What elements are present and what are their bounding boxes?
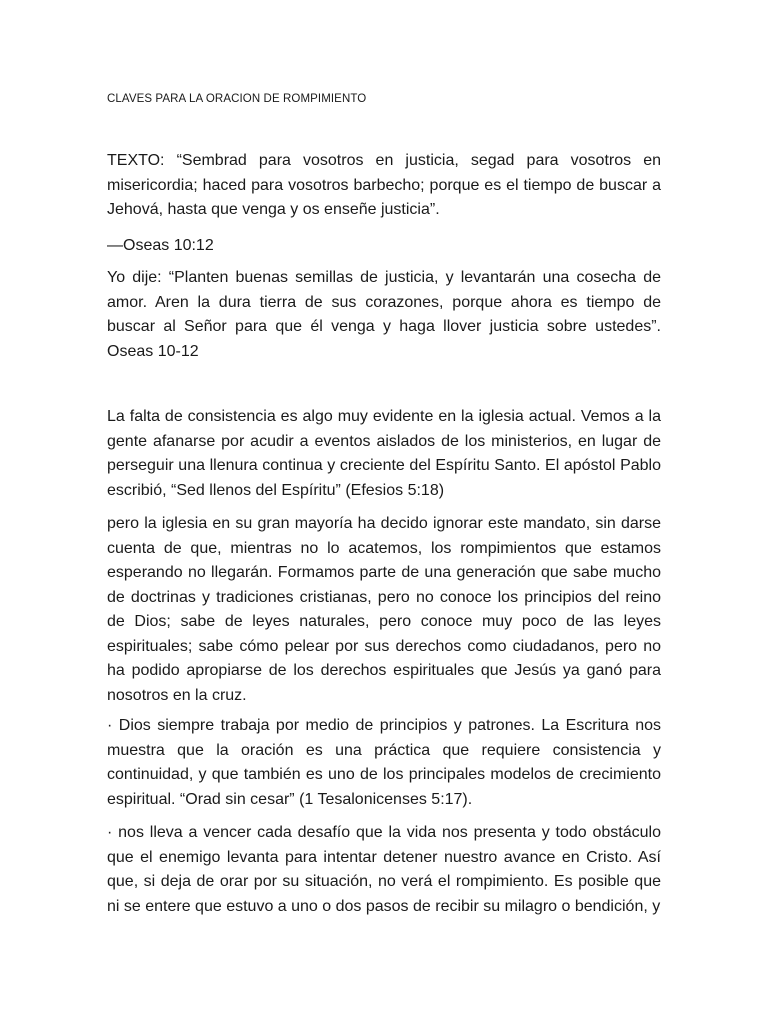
bullet-paragraph-overcome: · nos lleva a vencer cada desafío que la vida nos presenta y todo obstáculo que el enemigo levanta para intentar detener nuestro avance en Cristo. Así que, si deja de orar por su situación, no verá el rompimiento. Es posible que ni se entere que estuvo a uno o dos pasos de recibir su milagro o bendición, y [107, 824, 661, 915]
paraphrase-paragraph: Yo dije: “Planten buenas semillas de justicia, y levantarán una cosecha de amor. Aren la dura tierra de sus corazones, porque ahora es tiempo de buscar al Señor para que él venga y haga llover justicia sobre ustedes”. Oseas 10-12 [107, 269, 661, 360]
scripture-reference: —Oseas 10:12 [107, 237, 214, 254]
bullet-paragraph-principles: · Dios siempre trabaja por medio de principios y patrones. La Escritura nos muestra que la oración es una práctica que requiere consistencia y continuidad, y que también es uno de los principales modelos de crecimiento espiritual. “Orad sin cesar” (1 Tesalonicenses 5:17). [107, 717, 661, 808]
document-title: CLAVES PARA LA ORACION DE ROMPIMIENTO [107, 93, 367, 105]
body-paragraph-church: pero la iglesia en su gran mayoría ha decido ignorar este mandato, sin darse cuenta de que, mientras no lo acatemos, los rompimientos que estamos esperando no llegarán. Formamos parte de una generación que sabe mucho de doctrinas y tradiciones cristianas, pero no conoce los principios del reino de Dios; sabe de leyes naturales, pero conoce muy poco de las leyes espirituales; sabe cómo pelear por sus derechos como ciudadanos, pero no ha podido apropiarse de los derechos espirituales que Jesús ya ganó para nosotros en la cruz. [107, 515, 661, 704]
scripture-text-paragraph: TEXTO: “Sembrad para vosotros en justicia, segad para vosotros en misericordia; haced para vosotros barbecho; porque es el tiempo de buscar a Jehová, hasta que venga y os enseñe justicia”. [107, 152, 661, 218]
body-paragraph-consistency: La falta de consistencia es algo muy evidente en la iglesia actual. Vemos a la gente afanarse por acudir a eventos aislados de los ministerios, en lugar de perseguir una llenura continua y creciente del Espíritu Santo. El apóstol Pablo escribió, “Sed llenos del Espíritu” (Efesios 5:18) [107, 408, 661, 499]
